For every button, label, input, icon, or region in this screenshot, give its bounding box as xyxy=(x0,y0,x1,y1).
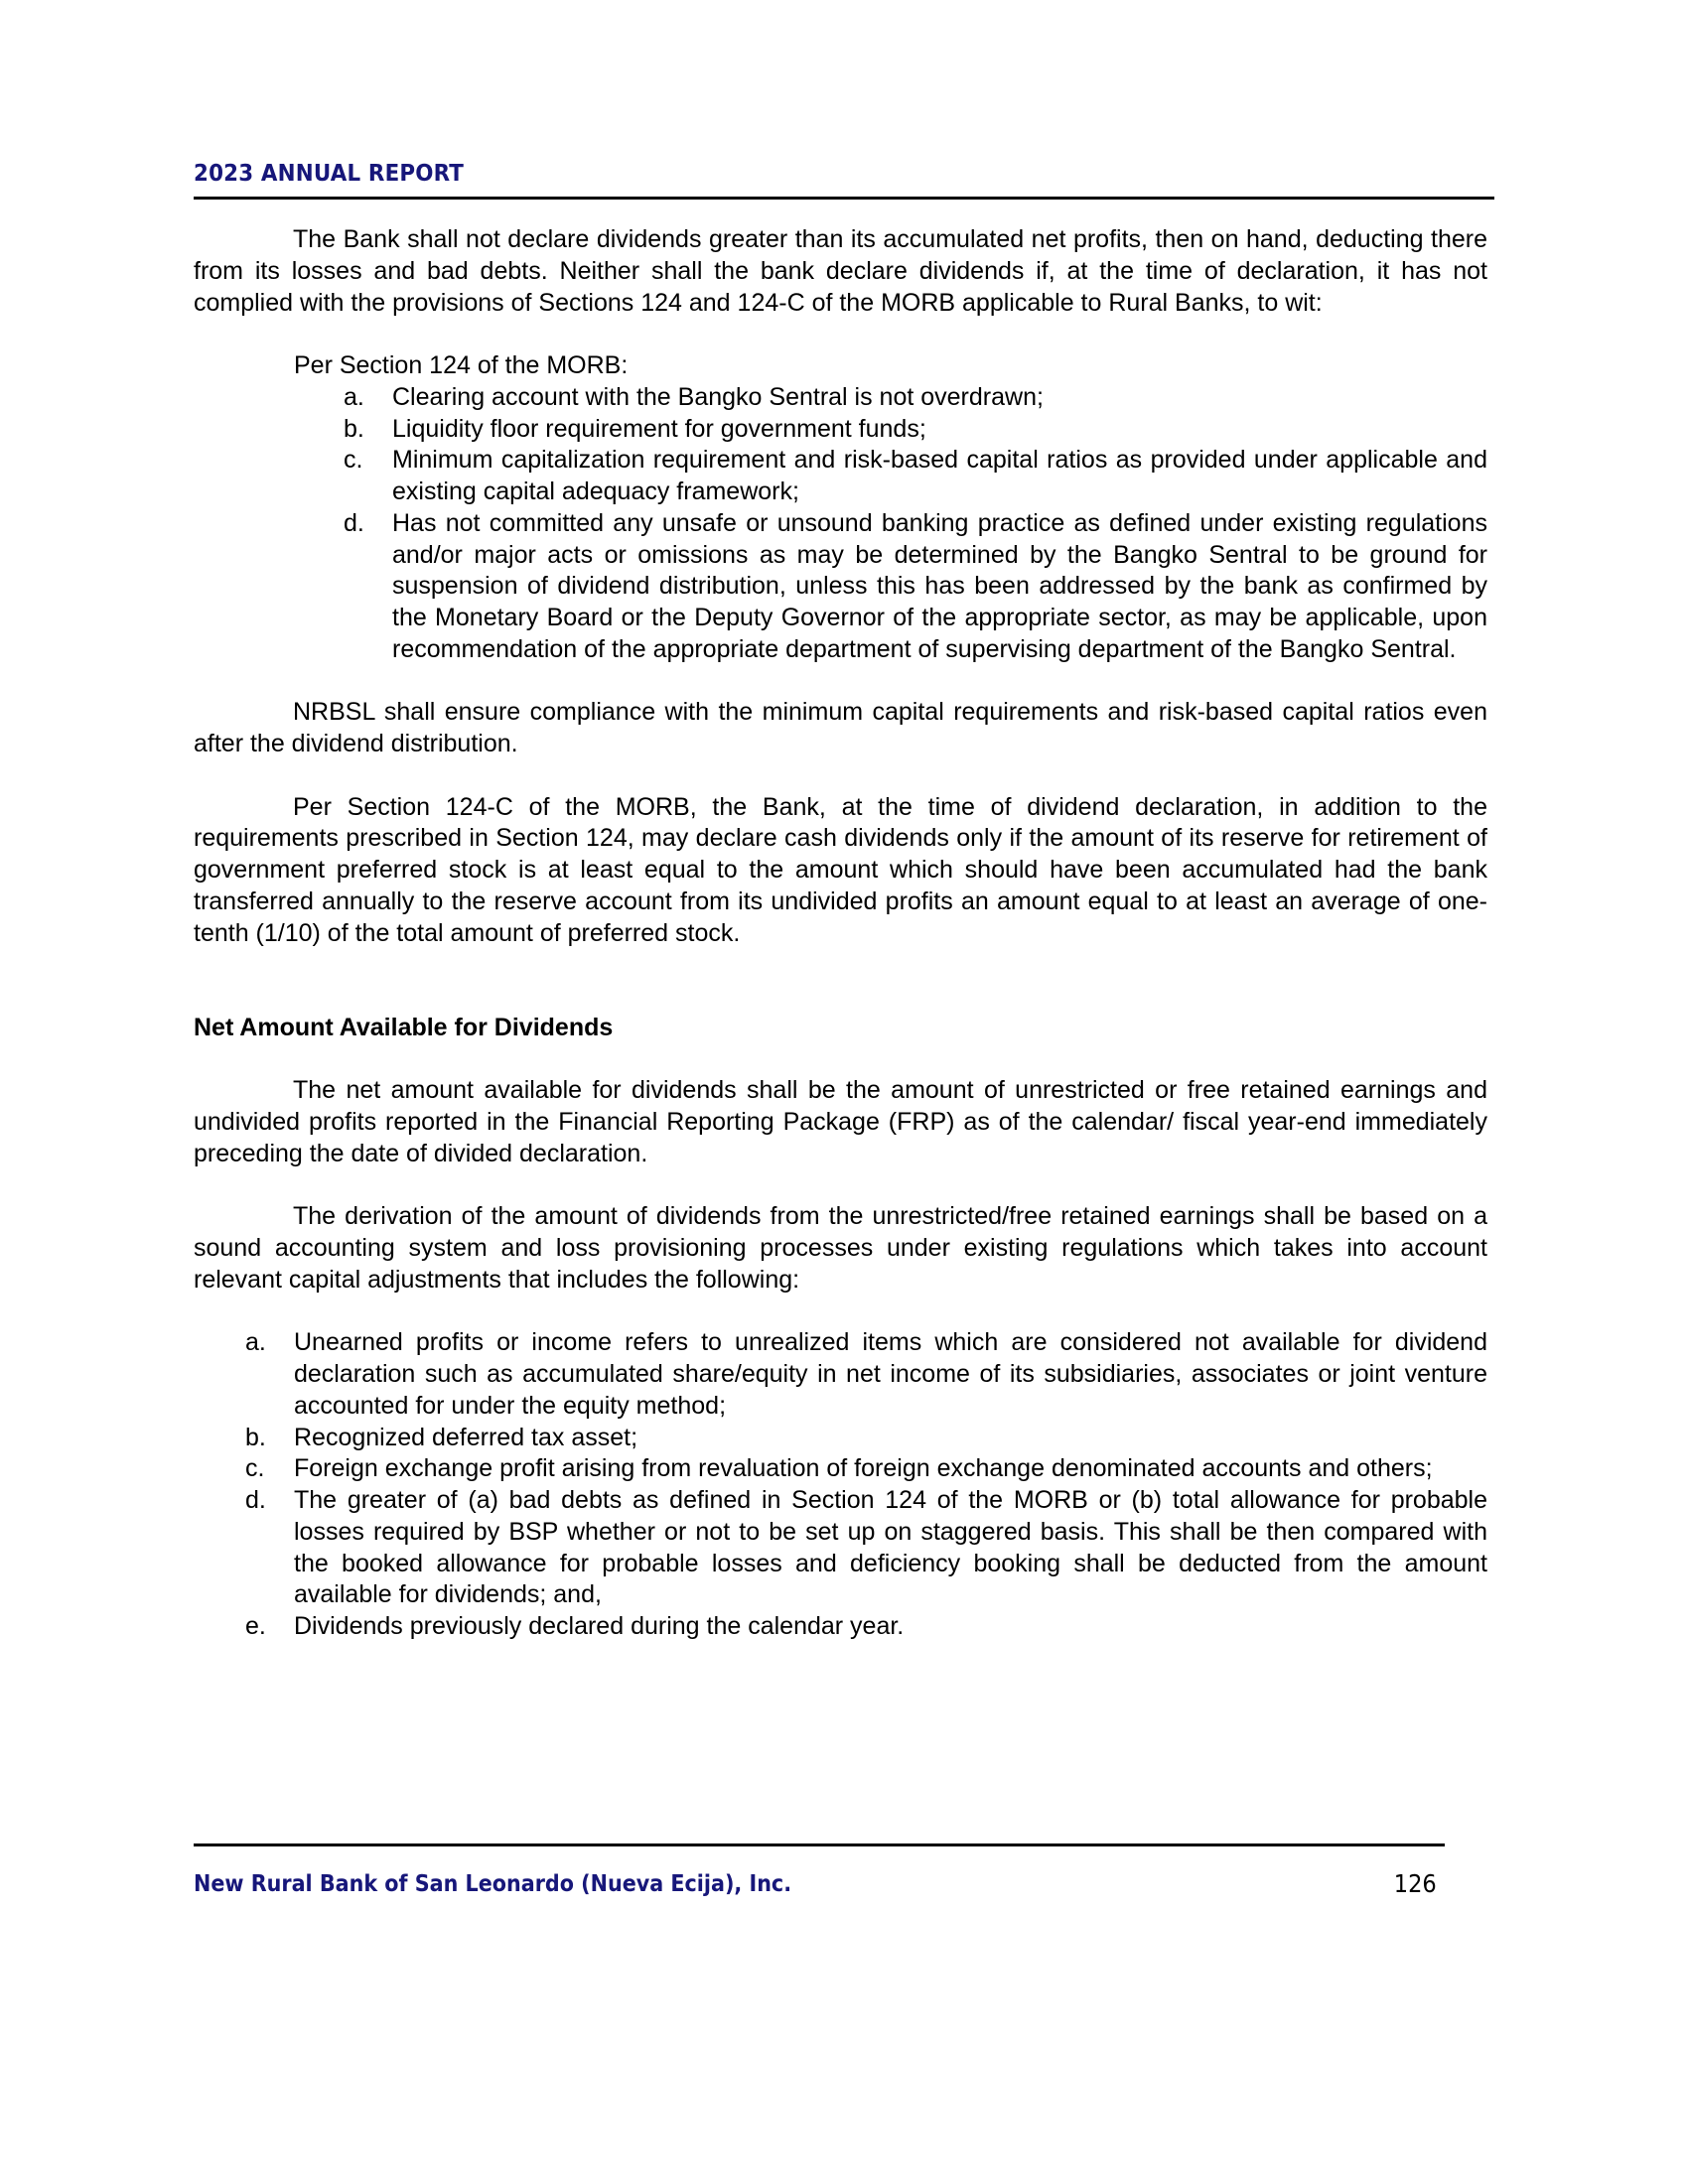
spacer xyxy=(194,1297,1487,1328)
footer-rule xyxy=(194,1843,1445,1846)
list-item xyxy=(194,1485,1487,1611)
list-marker: e. xyxy=(245,1612,266,1640)
section-heading: Net Amount Available for Dividends xyxy=(194,1013,614,1041)
list-item xyxy=(194,1453,1487,1485)
list-marker: d. xyxy=(245,1486,266,1514)
section-124c-paragraph: Per Section 124-C of the MORB, the Bank, at the time of dividend declaration, in addition to the requirements prescribed in Section 124, may declare cash dividends only if the amount of its reserve for retirement of government preferred stock is at least equal to the amount which should have been accumulated had the bank transferred annually to the reserve account from its undivided profits an amount equal to at least an average of one-tenth (1/10) of the total amount of preferred stock. xyxy=(194,792,1487,947)
list-marker: a. xyxy=(245,1328,266,1357)
list-item-text: Recognized deferred tax asset; xyxy=(294,1423,638,1451)
section-124-list xyxy=(194,382,1487,666)
list-marker: d. xyxy=(344,508,364,537)
list-item-text: Clearing account with the Bangko Sentral is not overdrawn; xyxy=(392,382,1044,411)
list-marker: b. xyxy=(344,414,364,443)
list-marker: b. xyxy=(245,1423,266,1451)
intro-paragraph: The Bank shall not declare dividends greater than its accumulated net profits, then on hand, deducting there from its losses and bad debts. Neither shall the bank declare dividends if, at the time of declaration, it has not complied with the provisions of Sections 124 and 124-C of the MORB applicable to Rural Banks, to wit: xyxy=(194,225,1487,317)
list-item-text: Minimum capitalization requirement and risk-based capital ratios as provided under applicable and existing capital adequacy framework; xyxy=(392,446,1487,505)
list-item xyxy=(194,508,1487,666)
list-item xyxy=(194,414,1487,446)
capital-adjustments-list xyxy=(194,1327,1487,1643)
list-item-text: Foreign exchange profit arising from revaluation of foreign exchange denominated accounts and others; xyxy=(294,1454,1433,1483)
list-marker: a. xyxy=(344,382,364,411)
spacer xyxy=(194,1044,1487,1076)
footer-organization-name: New Rural Bank of San Leonardo (Nueva Ecija), Inc. xyxy=(194,1871,792,1897)
spacer xyxy=(194,666,1487,698)
list-marker: c. xyxy=(245,1454,265,1483)
nrbsl-paragraph: NRBSL shall ensure compliance with the minimum capital requirements and risk-based capital ratios even after the dividend distribution. xyxy=(194,698,1487,757)
spacer xyxy=(194,760,1487,792)
spacer xyxy=(194,319,1487,350)
list-item-text: Unearned profits or income refers to unrealized items which are considered not available for dividend declaration such as accumulated share/equity in net income of its subsidiaries, associates or joint venture accounted for under the equity method; xyxy=(294,1328,1487,1420)
net-amount-paragraph: The net amount available for dividends shall be the amount of unrestricted or free retained earnings and undivided profits reported in the Financial Reporting Package (FRP) as of the calendar/ fiscal year-end immediately preceding the date of divided declaration. xyxy=(194,1076,1487,1167)
list-marker: c. xyxy=(344,446,363,475)
section-124-intro: Per Section 124 of the MORB: xyxy=(294,351,629,379)
list-item xyxy=(194,382,1487,414)
header-rule xyxy=(194,197,1494,200)
list-item-text: Has not committed any unsafe or unsound banking practice as defined under existing regulations and/or major acts or omissions as may be determined by the Bangko Sentral to be ground for suspension of dividend distribution, unless this has been addressed by the bank as confirmed by the Monetary Board or the Deputy Governor of the appropriate sector, as may be applicable, upon recommendation of the appropriate department of supervising department of the Bangko Sentral. xyxy=(392,508,1487,663)
list-item-text: Dividends previously declared during the calendar year. xyxy=(294,1612,905,1640)
page-number: 126 xyxy=(1394,1869,1437,1898)
list-item xyxy=(194,1327,1487,1422)
list-item-text: Liquidity floor requirement for government funds; xyxy=(392,414,926,443)
report-title: 2023 ANNUAL REPORT xyxy=(194,161,465,187)
page-content xyxy=(194,224,1487,1643)
page-header xyxy=(194,159,1494,189)
spacer xyxy=(194,1170,1487,1202)
derivation-paragraph: The derivation of the amount of dividends from the unrestricted/free retained earnings shall be based on a sound accounting system and loss provisioning processes under existing regulations which takes into account relevant capital adjustments that includes the following: xyxy=(194,1202,1487,1294)
list-item xyxy=(194,445,1487,508)
list-item xyxy=(194,1611,1487,1643)
list-item xyxy=(194,1423,1487,1454)
spacer xyxy=(194,949,1487,1013)
list-item-text: The greater of (a) bad debts as defined in Section 124 of the MORB or (b) total allowance for probable losses required by BSP whether or not to be set up on staggered basis. This shall be then compared with the booked allowance for probable losses and deficiency booking shall be deducted from the amount available for dividends; and, xyxy=(294,1486,1487,1609)
